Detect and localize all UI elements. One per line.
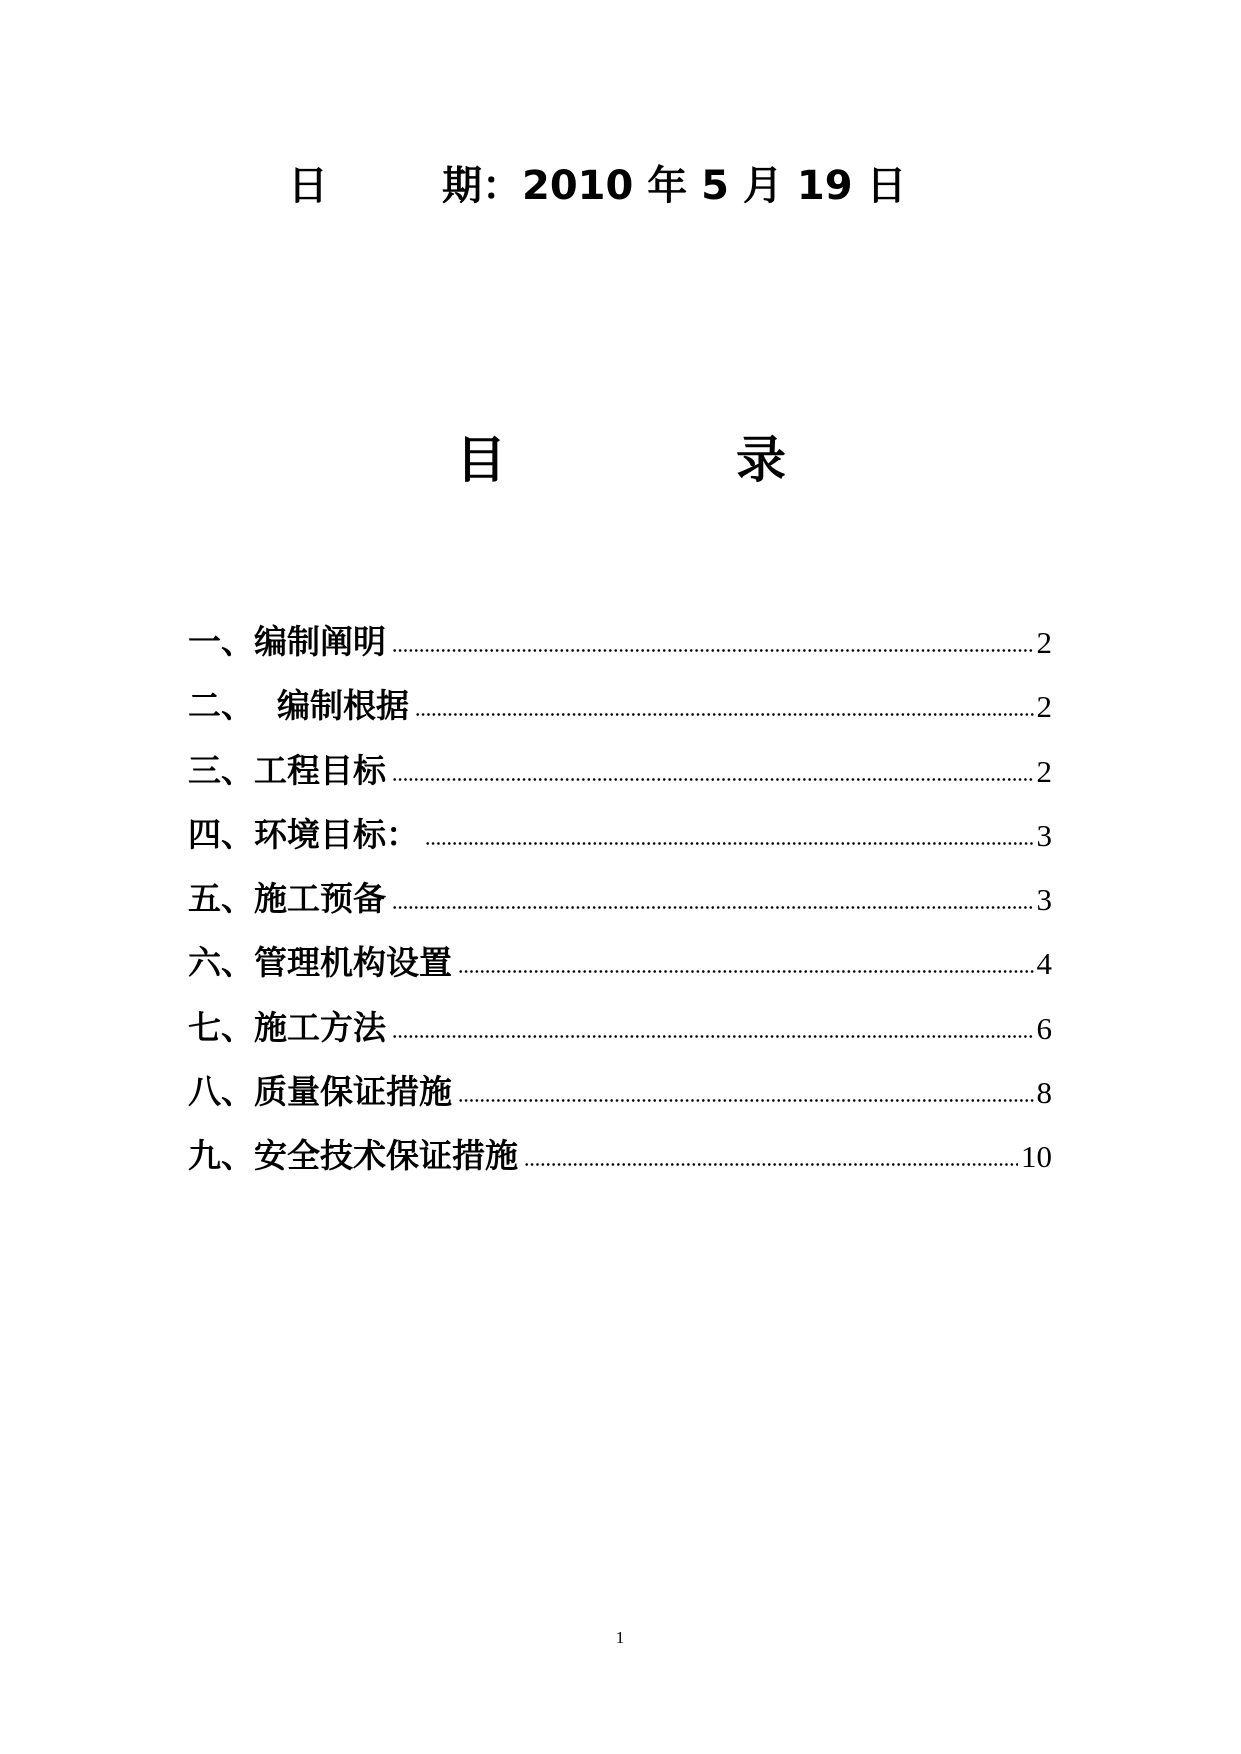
date-label-start: 日 [288,163,328,209]
toc-entry-label: 三、工程目标 [188,750,386,790]
toc-leader-dots [524,1162,1018,1167]
toc-entry [188,996,1052,1060]
toc-entry-label: 七、施工方法 [188,1007,386,1047]
toc-entry-label: 二、 编制根据 [188,686,409,726]
toc-entry [188,739,1052,803]
toc-leader-dots [458,1098,1034,1103]
toc-entry-page: 6 [1036,1010,1052,1046]
toc-entry-page: 2 [1036,753,1052,789]
footer-page-number: 1 [615,1628,625,1647]
toc-leader-dots [392,905,1034,910]
toc-entry-label: 八、质量保证措施 [188,1072,452,1112]
toc-entry [188,610,1052,674]
toc-entry-label: 一、编制阐明 [188,622,386,661]
toc-entry [188,803,1052,867]
toc-entry [188,1060,1052,1124]
toc-entry-label: 五、施工预备 [188,879,386,919]
toc-leader-dots [392,777,1034,782]
date-value: 2010 年 5 月 19 日 [522,163,907,209]
toc-leader-dots [425,841,1034,846]
toc-title-right: 录 [736,431,786,489]
date-value-group [442,160,906,212]
toc-entry-page: 2 [1036,625,1052,660]
toc-entry [188,1124,1052,1188]
date-label-end: 期： [442,163,522,209]
toc-entry-page: 10 [1021,1139,1052,1175]
toc-title [0,428,1241,492]
toc-entry-label: 四、环境目标： [188,814,419,854]
toc-entry-page: 3 [1036,817,1052,853]
toc-entry [188,674,1052,738]
toc-entry-page: 3 [1036,882,1052,918]
date-line [0,160,1241,212]
toc-entry [188,931,1052,995]
toc-leader-dots [392,648,1034,653]
toc-entry-label: 六、管理机构设置 [188,943,452,983]
toc-entry-page: 2 [1036,689,1052,725]
toc-entry [188,867,1052,931]
toc-list [188,610,1052,1189]
toc-leader-dots [392,1034,1034,1039]
toc-entry-page: 8 [1036,1075,1052,1111]
toc-leader-dots [458,969,1034,974]
toc-title-left: 目 [456,431,506,489]
toc-leader-dots [415,712,1034,717]
toc-entry-label: 九、安全技术保证措施 [188,1136,518,1176]
toc-entry-page: 4 [1036,946,1052,982]
